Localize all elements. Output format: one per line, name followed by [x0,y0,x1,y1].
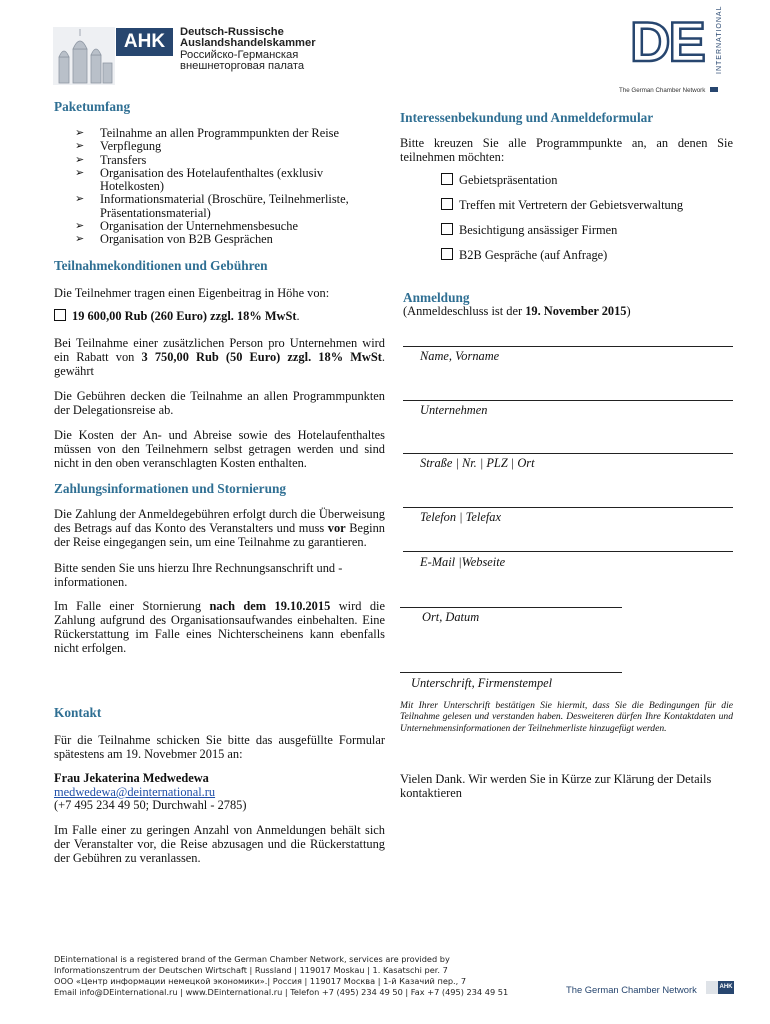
checkbox[interactable] [441,198,453,210]
interest-heading: Interessenbekundung und Anmeldeformular [400,110,654,125]
list-item: ➢ Teilnahme an allen Programmpunkten der Reise [75,126,339,140]
gebuehren-text: Die Gebühren decken die Teilnahme an allen Programmpunkten der Delegationsreise ab. [54,389,385,417]
ahk-badge: AHK [116,28,173,56]
cond-intro: Die Teilnehmer tragen einen Eigenbeitrag in Höhe von: [54,286,330,300]
deadline-text: (Anmeldeschluss ist der 19. November 2015) [403,304,631,318]
kontakt-name: Frau Jekaterina Medwedewa [54,771,209,785]
confirm-text: Mit Ihrer Unterschrift bestätigen Sie hiermit, dass Sie die Bedingungen für die Teilnahme gelesen und verstanden haben. Desweiteren dürfen Ihre Kontaktdaten und Unternehmensinformationen der Teilnehmerliste hinzugefügt werden. [400,700,733,734]
price-checkbox[interactable] [54,309,66,321]
price-value: 19 600,00 Rub (260 Euro) zzgl. 18% MwSt [72,309,297,323]
ahk-name-de-1: Deutsch-Russische [180,26,284,38]
kontakt-phone: (+7 495 234 49 50; Durchwahl - 2785) [54,798,247,812]
arrow-bullet-icon: ➢ [75,233,85,246]
arrow-bullet-icon: ➢ [75,193,85,206]
rabatt-text: Bei Teilnahme einer zusätzlichen Person pro Unternehmen wird ein Rabatt von 3 750,00 Rub (50 Euro) zzgl. 18% MwSt. gewährt [54,336,385,378]
de-logo-letters: DE [630,10,704,73]
list-item: ➢ Transfers [75,152,147,167]
arrow-bullet-icon: ➢ [75,153,85,166]
paket-heading: Paketumfang [54,99,131,114]
field-label-company: Unternehmen [420,403,488,417]
option-gebietspraesentation[interactable]: Gebietspräsentation [441,173,557,187]
checkbox[interactable] [441,248,453,260]
zahl-heading: Zahlungsinformationen und Stornierung [54,481,287,496]
anmeldung-heading: Anmeldung [403,290,470,305]
kosten-text: Die Kosten der An- und Abreise sowie des Hotelaufenthaltes müssen von den Teilnehmern selbst getragen werden und sind nicht in den oben veranschlagten Kosten enthalten. [54,428,385,470]
arrow-bullet-icon: ➢ [75,140,85,153]
ahk-skyline-icon [53,27,115,85]
footer [54,954,534,998]
field-label-name: Name, Vorname [420,349,500,363]
list-item: ➢ Informationsmaterial (Broschüre, Teilnehmerliste, [75,192,349,207]
thanks-text: Vielen Dank. Wir werden Sie in Kürze zur Klärung der Details kontaktieren [400,772,712,800]
field-line-name[interactable] [403,346,733,347]
option-gebietsverwaltung[interactable]: Treffen mit Vertretern der Gebietsverwaltung [441,198,683,212]
rechnung-text: Bitte senden Sie uns hierzu Ihre Rechnungsanschrift und -informationen. [54,561,343,589]
footer-network: The German Chamber Network [566,984,697,995]
checkbox[interactable] [441,223,453,235]
field-line-signature[interactable] [400,672,622,673]
field-line-date[interactable] [400,607,622,608]
paket-list [54,127,394,247]
list-item: ➢ Verpflegung [75,139,162,154]
field-line-company[interactable] [403,400,733,401]
list-item: ➢ Organisation von B2B Gesprächen [75,232,273,247]
field-label-phone: Telefon | Telefax [420,510,501,524]
arrow-bullet-icon: ➢ [75,166,85,179]
footer-line-2: Informationszentrum der Deutschen Wirtschaft | Russland | 119017 Moskau | 1. Kasatschi per. 7 [54,965,448,975]
field-label-signature: Unterschrift, Firmenstempel [411,676,553,690]
de-international-logo [630,5,732,80]
absage-text: Im Falle einer zu geringen Anzahl von Anmeldungen behält sich der Veranstalter vor, die Reise abzusagen und die Rückerstattung der Gebühren zu veranlassen. [54,823,385,865]
zahlung-text: Die Zahlung der Anmeldegebühren erfolgt durch die Überweisung des Betrags auf das Konto des Veranstalters und muss vor Beginn der Reise eingegangen sein, um eine Teilnahme zu garantieren. [54,507,385,549]
kontakt-email-link[interactable]: medwedewa@deinternational.ru [54,785,216,799]
arrow-bullet-icon: ➢ [75,127,85,139]
list-item-continued: Hotelkosten) [100,179,165,194]
list-item: ➢ Organisation der Unternehmensbesuche [75,219,298,234]
price-line: 19 600,00 Rub (260 Euro) zzgl. 18% MwSt. [54,309,300,323]
footer-line-3: ООО «Центр информации немецкой экономики».| Россия | 119017 Москва | 1-й Казачий пер., 7 [54,976,467,986]
interest-intro: Bitte kreuzen Sie alle Programmpunkte an, an denen Sie teilnehmen möchten: [400,136,733,164]
kontakt-text: Für die Teilnahme schicken Sie bitte das ausgefüllte Formular spätestens am 19. Novebmer 2015 an: [54,733,385,761]
field-label-address: Straße | Nr. | PLZ | Ort [420,456,535,470]
arrow-bullet-icon: ➢ [75,220,85,233]
option-firmen[interactable]: Besichtigung ansässiger Firmen [441,223,617,237]
field-line-address[interactable] [403,453,733,454]
ahk-logo [53,26,316,85]
footer-line-4: Email info@DEinternational.ru | www.DEinternational.ru | Telefon +7 (495) 234 49 50 | Fax +7 (495) 234 49 51 [54,987,509,997]
network-label: The German Chamber Network [619,87,706,94]
field-line-phone[interactable] [403,507,733,508]
option-b2b[interactable]: B2B Gespräche (auf Anfrage) [441,248,607,262]
field-line-email[interactable] [403,551,733,552]
storno-text: Im Falle einer Stornierung nach dem 19.10.2015 wird die Zahlung aufgrund des Organisationsaufwandes einbehalten. Eine Rückerstattung im Falle eines Nichterscheinens kann ebenfalls nicht erfolgen. [54,599,385,655]
footer-line-1: DEinternational is a registered brand of the German Chamber Network, services are provided by [54,954,450,964]
de-logo-vertical: INTERNATIONAL [716,5,723,74]
kontakt-heading: Kontakt [54,705,102,720]
field-label-email: E-Mail |Webseite [420,555,506,569]
ahk-name-de-2: Auslandshandelskammer [180,37,316,50]
field-label-date: Ort, Datum [422,610,480,624]
list-item-continued: Präsentationsmaterial) [100,205,211,220]
footer-ahk-badge: AHK [706,981,734,994]
network-badge [710,87,718,92]
ahk-name-ru-2: внешнеторговая палата [180,60,305,73]
cond-heading: Teilnahmekonditionen und Gebühren [54,258,268,273]
ahk-name-ru-1: Российско-Германская [180,48,299,61]
checkbox[interactable] [441,173,453,185]
list-item: ➢ Organisation des Hotelaufenthaltes (exklusiv [75,165,324,180]
